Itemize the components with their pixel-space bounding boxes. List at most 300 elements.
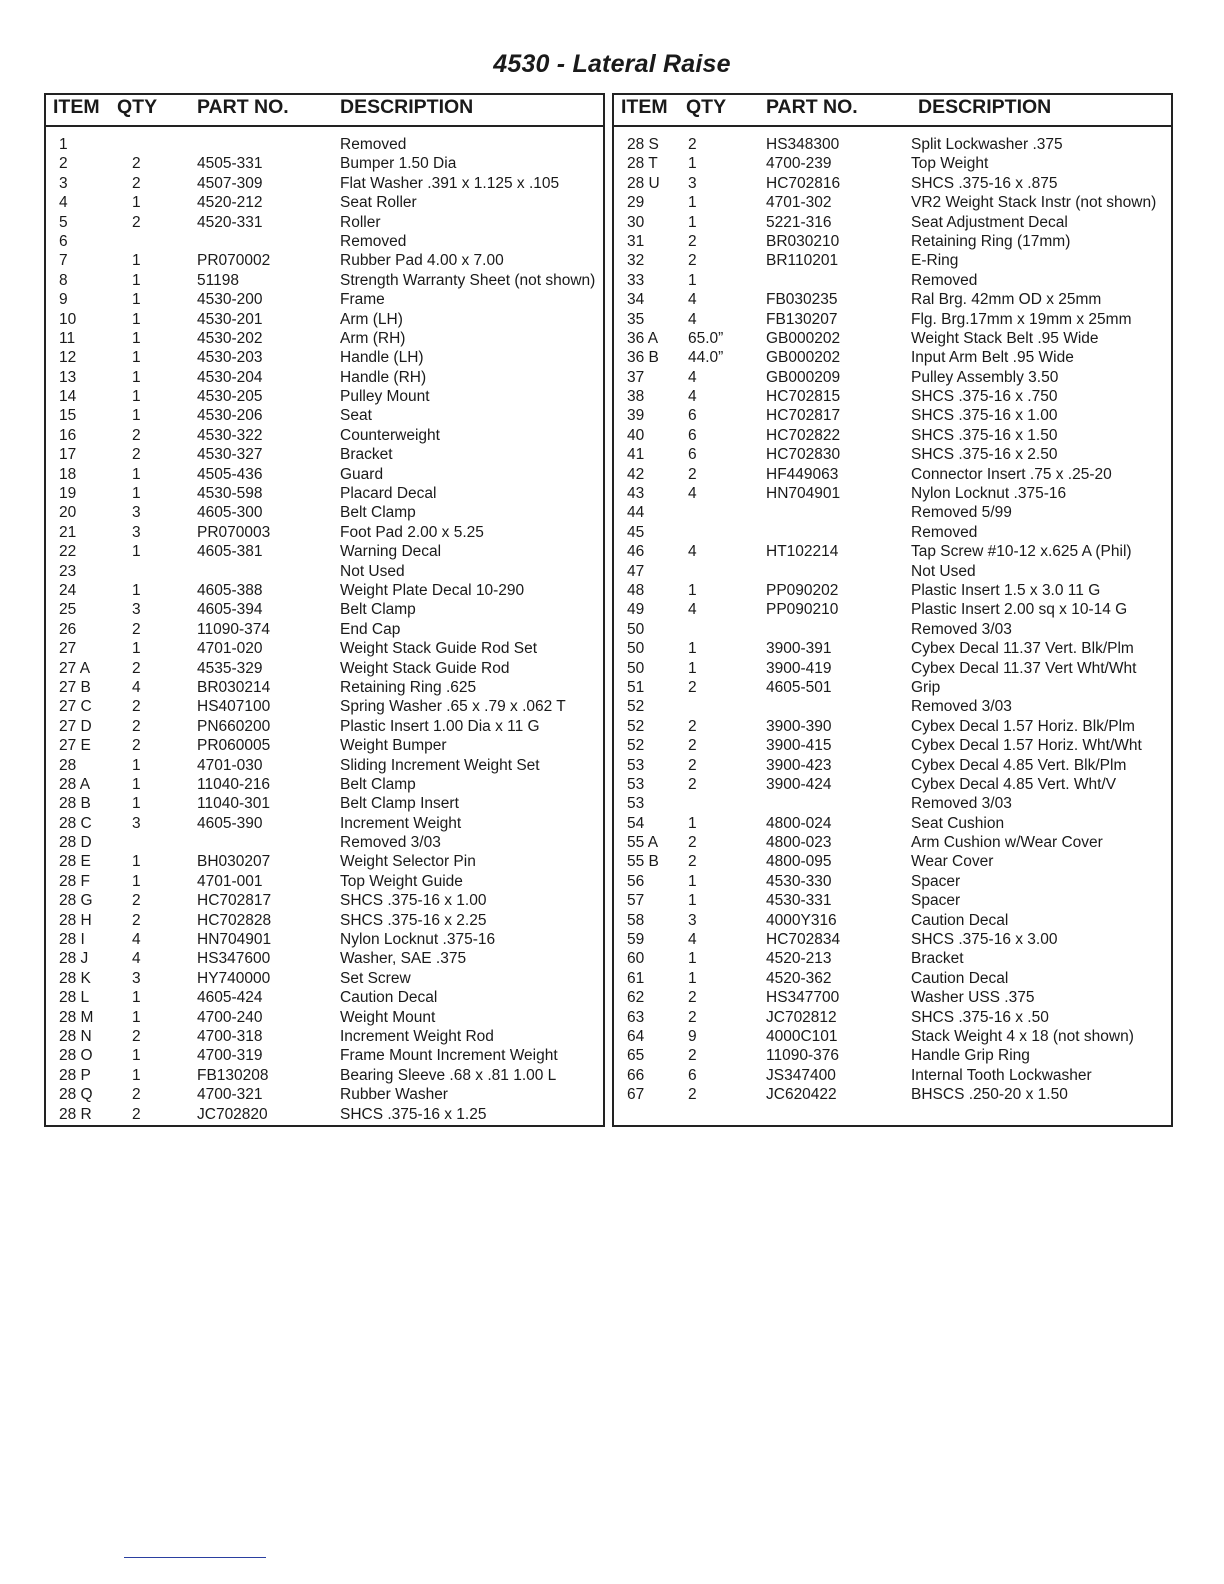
item-number: 33 [627,271,645,289]
part-number: 4700-319 [197,1047,263,1065]
quantity: 2 [132,1105,141,1123]
description: Weight Stack Guide Rod [340,659,510,677]
table-row [46,213,603,232]
part-number: PR070002 [197,252,271,270]
description: Warning Decal [340,543,442,561]
quantity: 1 [132,1066,141,1084]
quantity: 1 [688,950,697,968]
part-number: 4605-501 [766,678,832,696]
description: Nylon Locknut .375-16 [340,931,496,949]
item-number: 40 [627,426,645,444]
table-row [614,426,1171,445]
table-row [614,736,1171,755]
table-row [614,814,1171,833]
part-number: 3900-390 [766,717,832,735]
table-row [614,600,1171,619]
item-number: 52 [627,717,645,735]
table-row [46,329,603,348]
quantity: 2 [688,465,697,483]
item-number: 55 A [627,834,659,852]
table-row [46,465,603,484]
header-description: DESCRIPTION [918,96,1052,118]
table-row [46,852,603,871]
item-number: 59 [627,931,645,949]
item-number: 39 [627,407,645,425]
quantity: 1 [132,543,141,561]
table-row [46,969,603,988]
description: Ral Brg. 42mm OD x 25mm [911,291,1102,309]
item-number: 8 [59,271,68,289]
table-row [614,368,1171,387]
quantity: 6 [688,407,697,425]
description: Roller [340,213,381,231]
table-row [46,523,603,542]
part-number: 11090-376 [766,1047,839,1065]
description: Plastic Insert 1.5 x 3.0 11 G [911,581,1101,599]
part-number: 3900-419 [766,659,832,677]
quantity: 9 [688,1027,697,1045]
description: Top Weight [911,155,989,173]
description: Flg. Brg.17mm x 19mm x 25mm [911,310,1132,328]
part-number: 4605-394 [197,601,263,619]
quantity: 1 [132,271,141,289]
part-number: 4530-322 [197,426,263,444]
table-row [46,1027,603,1046]
part-number: BR110201 [766,252,839,270]
description: Removed [340,136,407,153]
table-row [614,620,1171,639]
part-number: HC702817 [197,892,272,910]
description: Flat Washer .391 x 1.125 x .105 [340,174,560,192]
table-row [46,193,603,212]
table-row [46,271,603,290]
item-number: 10 [59,310,77,328]
item-number: 27 E [59,737,91,755]
description: Weight Plate Decal 10-290 [340,581,525,599]
table-row [46,833,603,852]
description: SHCS .375-16 x 1.00 [911,407,1058,425]
part-number: 4700-318 [197,1027,263,1045]
table-row [614,659,1171,678]
item-number: 67 [627,1086,645,1104]
part-number: BR030214 [197,678,271,696]
part-number: 51198 [197,271,239,289]
part-number: 11040-216 [197,775,270,793]
description: Arm (RH) [340,329,406,347]
description: Cybex Decal 11.37 Vert. Blk/Plm [911,640,1134,658]
description: BHSCS .250-20 x 1.50 [911,1086,1068,1104]
quantity: 3 [132,523,141,541]
description: Stack Weight 4 x 18 (not shown) [911,1027,1134,1045]
table-row [46,174,603,193]
part-number: 4505-331 [197,155,263,173]
description: Pulley Assembly 3.50 [911,368,1059,386]
part-number: JS347400 [766,1066,836,1084]
quantity: 1 [132,291,141,309]
part-number: PP090210 [766,601,839,619]
table-row [46,1105,603,1124]
table-row [614,271,1171,290]
description: Cybex Decal 4.85 Vert. Blk/Plm [911,756,1127,774]
quantity: 1 [688,271,697,289]
table-row [614,193,1171,212]
description: Removed 3/03 [911,698,1012,716]
quantity: 2 [132,698,141,716]
quantity: 1 [132,407,141,425]
quantity: 2 [132,892,141,910]
item-number: 20 [59,504,77,522]
table-row [46,581,603,600]
item-number: 28 [59,756,77,774]
quantity: 2 [132,659,141,677]
item-number: 22 [59,543,77,561]
table-row [614,852,1171,871]
quantity: 2 [132,1027,141,1045]
description: Spacer [911,872,961,890]
description: Sliding Increment Weight Set [340,756,540,774]
table-row [46,930,603,949]
item-number: 37 [627,368,645,386]
item-number: 13 [59,368,77,386]
part-number: HS407100 [197,698,271,716]
part-number: 4530-330 [766,872,832,890]
table-header [614,95,1171,127]
table-row [46,251,603,270]
item-number: 41 [627,446,645,464]
header-part-no: PART NO. [197,96,289,118]
table-row [46,1066,603,1085]
item-number: 24 [59,581,77,599]
table-row [614,872,1171,891]
quantity: 3 [132,601,141,619]
table-row [46,775,603,794]
description: Cybex Decal 1.57 Horiz. Wht/Wht [911,737,1142,755]
table-body [46,135,603,1124]
part-number: 4800-095 [766,853,832,871]
description: Seat Roller [340,194,417,212]
item-number: 31 [627,232,645,250]
item-number: 27 A [59,659,91,677]
item-number: 64 [627,1027,645,1045]
description: Increment Weight Rod [340,1027,494,1045]
part-number: 4000Y316 [766,911,837,929]
part-number: HS347600 [197,950,271,968]
item-number: 17 [59,446,77,464]
item-number: 27 [59,640,77,658]
table-row [46,368,603,387]
description: Handle (RH) [340,368,427,386]
description: SHCS .375-16 x 1.50 [911,426,1058,444]
item-number: 27 D [59,717,92,735]
quantity: 1 [132,853,141,871]
part-number: HS348300 [766,136,840,153]
table-row [614,678,1171,697]
part-number: 4605-424 [197,989,263,1007]
quantity: 44.0” [688,349,724,367]
quantity: 2 [132,1086,141,1104]
table-row [46,154,603,173]
item-number: 55 B [627,853,659,871]
description: Arm (LH) [340,310,403,328]
quantity: 2 [688,232,697,250]
table-row [614,969,1171,988]
quantity: 4 [688,931,697,949]
description: Belt Clamp [340,504,416,522]
item-number: 63 [627,1008,645,1026]
item-number: 29 [627,194,645,212]
description: SHCS .375-16 x 1.00 [340,892,487,910]
description: SHCS .375-16 x 3.00 [911,931,1058,949]
quantity: 2 [132,737,141,755]
quantity: 2 [132,213,141,231]
quantity: 1 [132,310,141,328]
quantity: 1 [688,155,697,173]
table-row [46,542,603,561]
part-number: BR030210 [766,232,840,250]
item-number: 53 [627,775,645,793]
item-number: 28 O [59,1047,93,1065]
item-number: 11 [59,329,76,347]
item-number: 65 [627,1047,645,1065]
table-row [614,562,1171,581]
part-number: 4520-213 [766,950,832,968]
description: Nylon Locknut .375-16 [911,485,1067,503]
description: Belt Clamp [340,601,416,619]
quantity: 1 [688,892,697,910]
part-number: HY740000 [197,969,271,987]
quantity: 2 [688,136,697,153]
quantity: 1 [132,485,141,503]
table-row [614,697,1171,716]
table-header [46,95,603,127]
quantity: 1 [132,775,141,793]
part-number: HN704901 [766,485,841,503]
item-number: 61 [627,969,645,987]
item-number: 28 H [59,911,92,929]
quantity: 1 [688,872,697,890]
table-row [46,717,603,736]
part-number: BH030207 [197,853,271,871]
quantity: 4 [688,601,697,619]
description: Wear Cover [911,853,994,871]
header-item: ITEM [621,96,668,118]
description: VR2 Weight Stack Instr (not shown) [911,194,1157,212]
item-number: 66 [627,1066,645,1084]
item-number: 34 [627,291,645,309]
table-row [614,949,1171,968]
part-number: PR070003 [197,523,271,541]
table-row [614,484,1171,503]
part-number: 4520-331 [197,213,263,231]
description: Removed 5/99 [911,504,1012,522]
part-number: HF449063 [766,465,839,483]
quantity: 1 [132,756,141,774]
quantity: 4 [688,368,697,386]
item-number: 28 G [59,892,93,910]
quantity: 3 [688,174,697,192]
table-row [614,387,1171,406]
table-row [614,465,1171,484]
item-number: 28 P [59,1066,91,1084]
part-number: JC702812 [766,1008,837,1026]
item-number: 28 J [59,950,89,968]
part-number: 4530-201 [197,310,263,328]
description: Set Screw [340,969,411,987]
item-number: 26 [59,620,77,638]
description: Bracket [340,446,393,464]
quantity: 3 [132,814,141,832]
quantity: 1 [132,252,141,270]
description: Seat [340,407,372,425]
item-number: 28 C [59,814,92,832]
item-number: 51 [627,678,645,696]
table-row [46,387,603,406]
description: Frame [340,291,385,309]
part-number: 4505-436 [197,465,263,483]
table-row [46,406,603,425]
item-number: 28 I [59,931,85,949]
quantity: 1 [132,795,141,813]
quantity: 65.0” [688,329,724,347]
item-number: 15 [59,407,77,425]
item-number: 53 [627,756,645,774]
item-number: 23 [59,562,77,580]
item-number: 19 [59,485,77,503]
part-number: 3900-424 [766,775,832,793]
description: Removed [911,523,978,541]
part-number: 4530-204 [197,368,263,386]
table-row [46,348,603,367]
item-number: 30 [627,213,645,231]
part-number: 4700-240 [197,1008,263,1026]
description: End Cap [340,620,401,638]
part-number: HC702830 [766,446,841,464]
description: Bracket [911,950,964,968]
description: SHCS .375-16 x 2.50 [911,446,1058,464]
description: SHCS .375-16 x .750 [911,388,1058,406]
table-row [46,911,603,930]
part-number: 4000C101 [766,1027,838,1045]
item-number: 12 [59,349,77,367]
quantity: 4 [688,485,697,503]
quantity: 6 [688,1066,697,1084]
quantity: 4 [132,931,141,949]
part-number: 4530-206 [197,407,263,425]
part-number: 11040-301 [197,795,270,813]
table-row [614,523,1171,542]
table-row [46,503,603,522]
table-row [614,445,1171,464]
table-row [46,697,603,716]
item-number: 54 [627,814,645,832]
quantity: 2 [132,174,141,192]
description: Cybex Decal 11.37 Vert Wht/Wht [911,659,1137,677]
description: SHCS .375-16 x 2.25 [340,911,487,929]
part-number: 3900-391 [766,640,832,658]
part-number: 4800-024 [766,814,832,832]
item-number: 46 [627,543,645,561]
table-row [46,620,603,639]
description: Belt Clamp [340,775,416,793]
item-number: 50 [627,659,645,677]
part-number: 11090-374 [197,620,270,638]
description: Pulley Mount [340,388,430,406]
item-number: 32 [627,252,645,270]
description: Removed 3/03 [340,834,441,852]
part-number: HC702817 [766,407,841,425]
description: Counterweight [340,426,440,444]
table-row [614,930,1171,949]
item-number: 56 [627,872,645,890]
table-row [614,213,1171,232]
table-row [614,310,1171,329]
description: Removed [340,232,407,250]
item-number: 42 [627,465,645,483]
quantity: 1 [132,368,141,386]
quantity: 1 [688,640,697,658]
description: SHCS .375-16 x 1.25 [340,1105,487,1123]
table-row [614,1046,1171,1065]
table-row [46,290,603,309]
table-row [46,600,603,619]
quantity: 6 [688,446,697,464]
part-number: 3900-423 [766,756,832,774]
table-row [614,290,1171,309]
part-number: 4530-205 [197,388,263,406]
table-row [46,1046,603,1065]
item-number: 28 B [59,795,91,813]
description: Strength Warranty Sheet (not shown) [340,271,596,289]
description: Handle (LH) [340,349,424,367]
table-row [46,891,603,910]
description: Seat Cushion [911,814,1005,832]
table-row [614,775,1171,794]
table-row [46,232,603,251]
description: Belt Clamp Insert [340,795,459,813]
part-number: HC702828 [197,911,272,929]
quantity: 2 [132,155,141,173]
part-number: 4535-329 [197,659,263,677]
item-number: 4 [59,194,68,212]
item-number: 28 U [627,174,660,192]
footer-divider [124,1557,266,1558]
description: Removed 3/03 [911,795,1012,813]
table-row [46,872,603,891]
part-number: 4520-212 [197,194,263,212]
part-number: 4700-321 [197,1086,263,1104]
description: Rubber Pad 4.00 x 7.00 [340,252,504,270]
item-number: 28 D [59,834,92,852]
quantity: 2 [132,717,141,735]
part-number: HC702822 [766,426,841,444]
description: Spring Washer .65 x .79 x .062 T [340,698,566,716]
description: Plastic Insert 1.00 Dia x 11 G [340,717,540,735]
part-number: 4507-309 [197,174,263,192]
table-body [614,135,1171,1105]
description: Placard Decal [340,485,437,503]
table-row [614,1066,1171,1085]
quantity: 2 [688,1086,697,1104]
table-row [614,1085,1171,1104]
description: Caution Decal [911,969,1009,987]
item-number: 52 [627,698,645,716]
item-number: 1 [59,136,68,153]
description: Increment Weight [340,814,462,832]
description: Spacer [911,892,961,910]
quantity: 4 [688,310,697,328]
description: Weight Bumper [340,737,447,755]
table-row [46,484,603,503]
